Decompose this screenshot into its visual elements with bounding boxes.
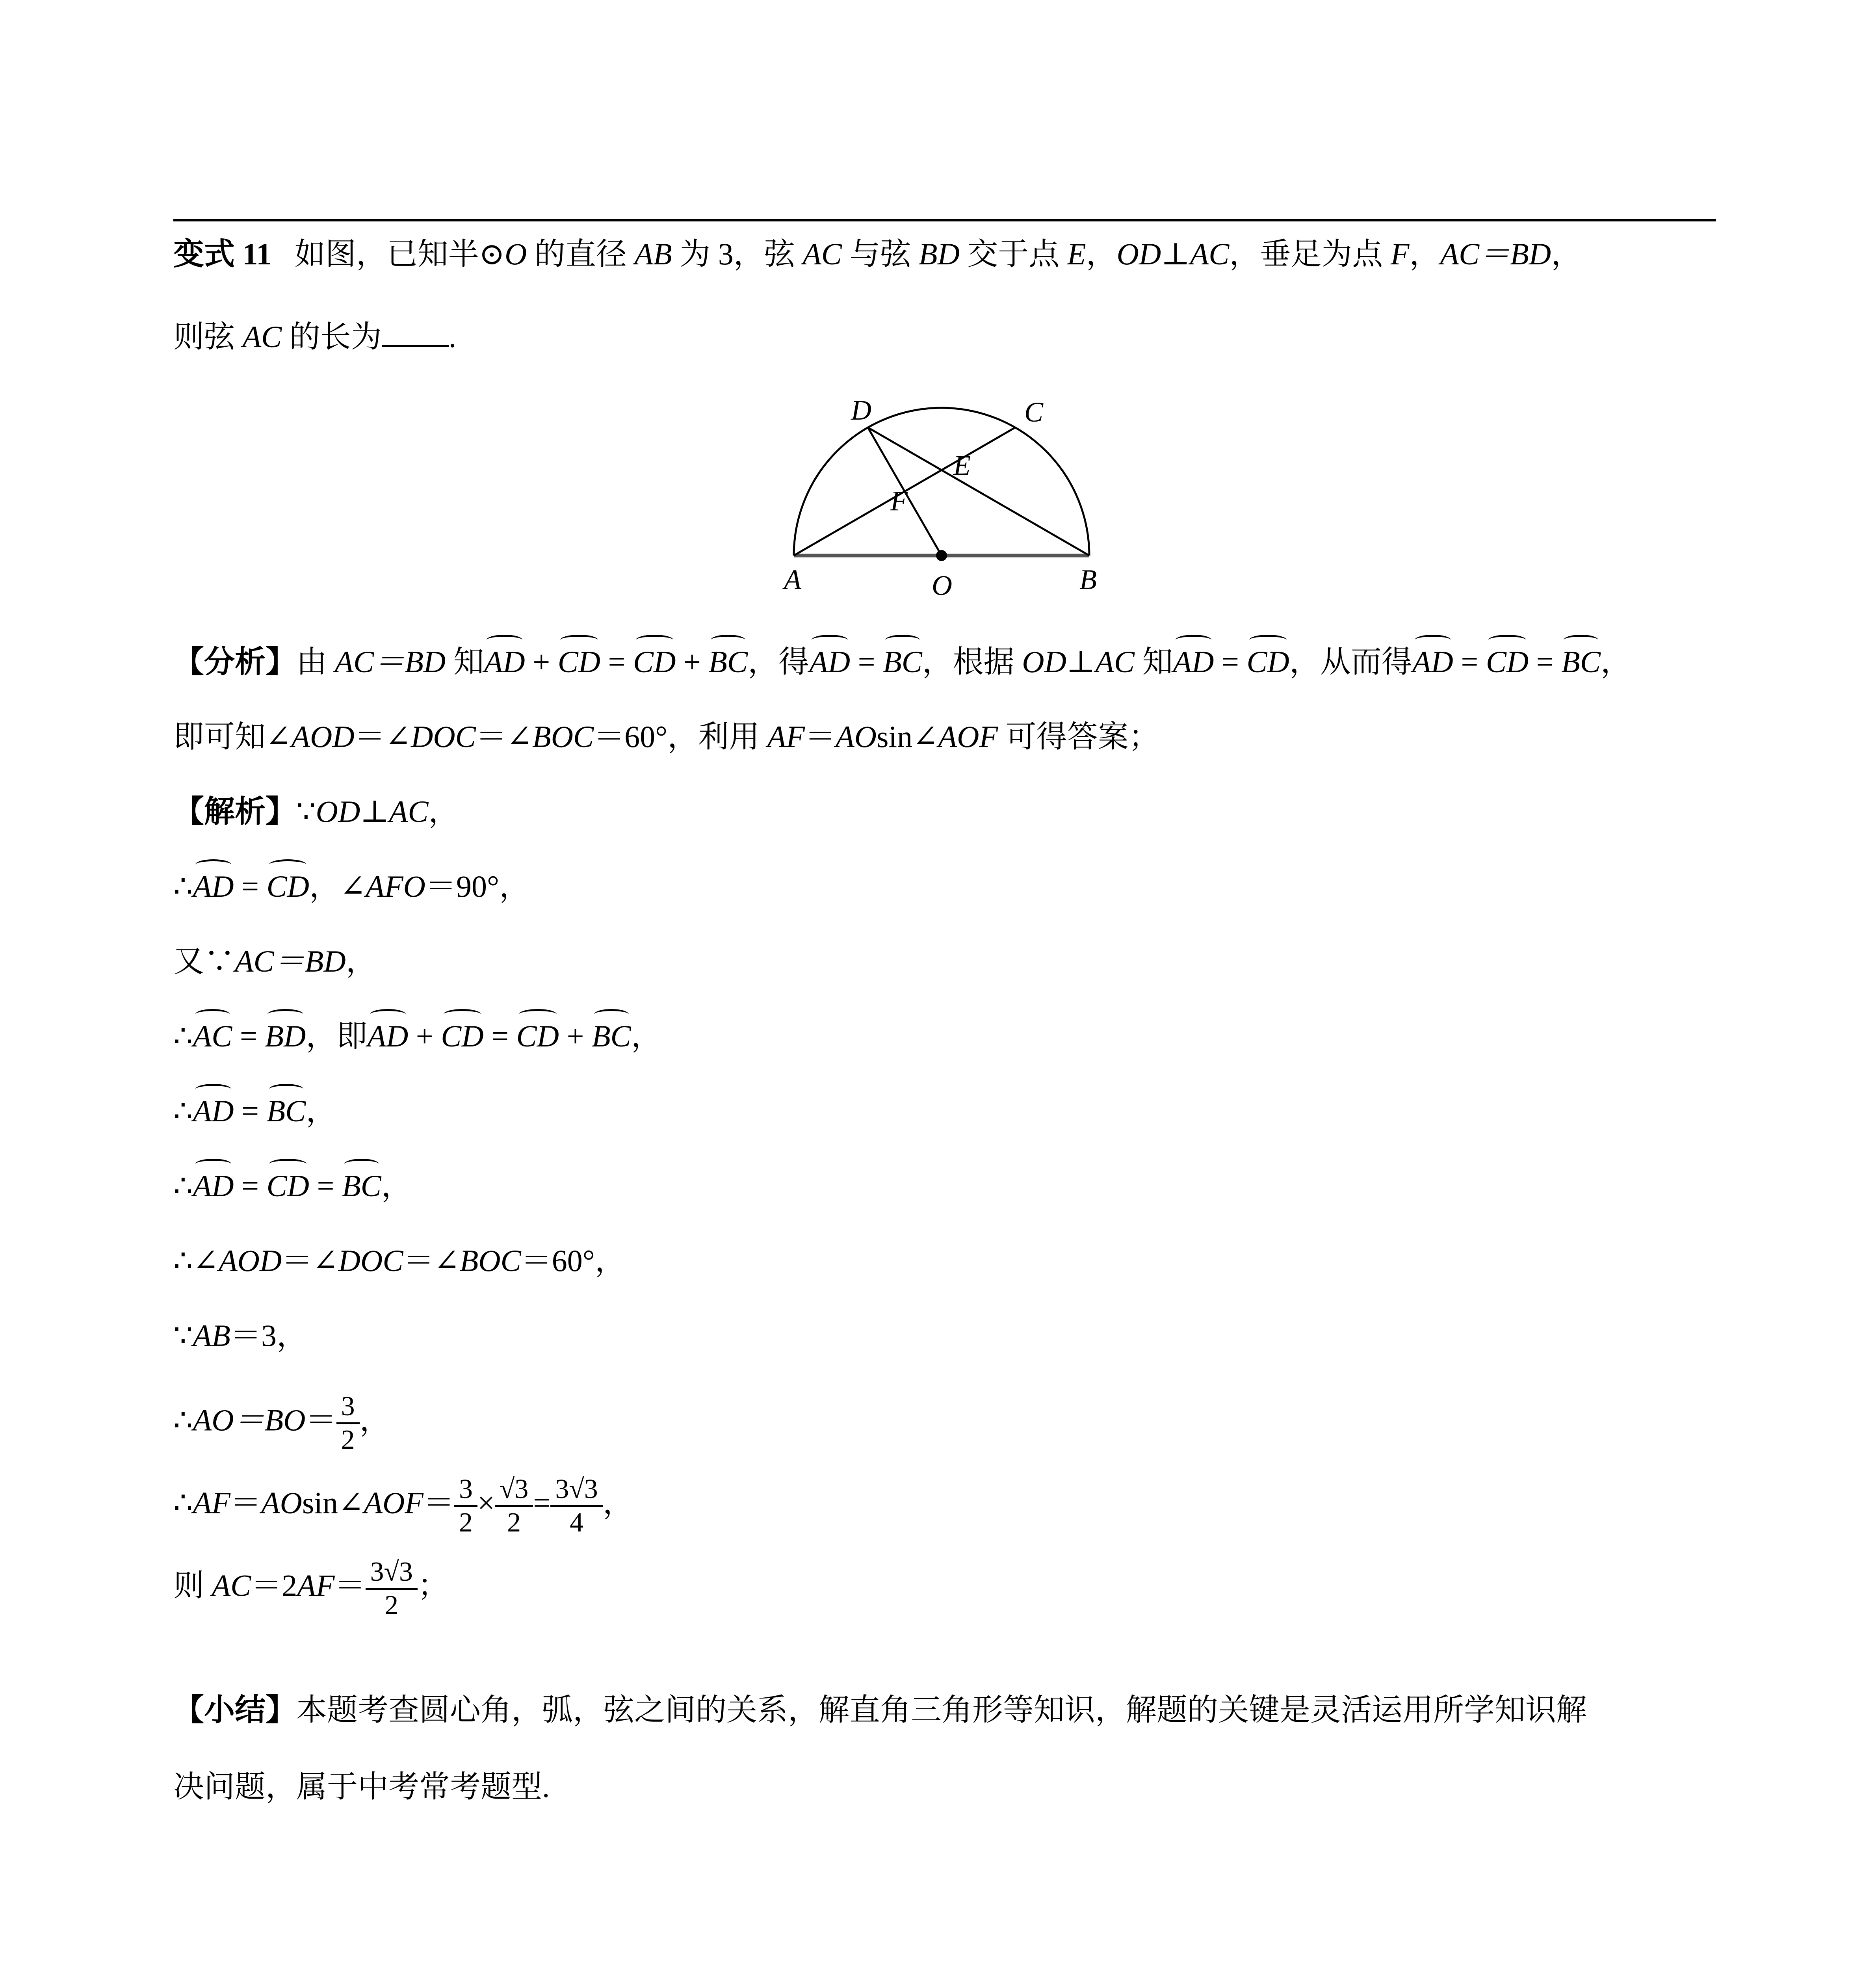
- arc: AD: [193, 865, 234, 908]
- label-O: O: [932, 570, 952, 601]
- math: BD: [918, 237, 960, 271]
- text: ，: [631, 1019, 662, 1053]
- solution-line-5: [173, 1089, 336, 1133]
- coef: 3: [370, 1557, 384, 1587]
- math: BOC: [532, 719, 594, 754]
- text: ∴: [173, 1169, 193, 1203]
- fraction: [457, 1474, 475, 1539]
- arc: CD: [267, 1164, 309, 1208]
- op: =: [600, 645, 633, 679]
- radical: √3: [384, 1557, 413, 1587]
- text: ＝3: [230, 1318, 277, 1353]
- summary-line-2: [173, 1765, 550, 1808]
- arc: AD: [1412, 640, 1453, 684]
- text: ＝∠: [354, 719, 411, 754]
- arc: BD: [265, 1015, 306, 1058]
- text: 的长为: [282, 320, 382, 354]
- fraction: [553, 1474, 600, 1539]
- text: ，: [1551, 237, 1582, 271]
- analysis-line-1: [173, 640, 1631, 684]
- summary-line-1: [173, 1688, 1587, 1732]
- op: =: [234, 1169, 267, 1203]
- text: ＝60°，: [521, 1243, 626, 1278]
- op: +: [525, 645, 558, 679]
- math: AOF: [364, 1485, 423, 1520]
- fraction: [339, 1391, 357, 1456]
- problem-label: 变式 11: [173, 237, 272, 271]
- denominator: 4: [550, 1505, 602, 1539]
- text: ∵: [296, 794, 316, 829]
- arc: CD: [558, 640, 600, 684]
- text: ＝: [230, 1485, 261, 1520]
- text: ＝60°，利用: [594, 719, 767, 754]
- text: 交于点: [959, 237, 1067, 271]
- op: =: [234, 869, 267, 903]
- text: ＝90°，: [425, 869, 530, 903]
- solution-line-7: [173, 1239, 626, 1282]
- text: ，即: [306, 1019, 368, 1053]
- arc: BC: [708, 640, 748, 684]
- radical: √3: [569, 1474, 598, 1504]
- denominator: 2: [366, 1588, 418, 1621]
- math: OD⊥AC: [316, 794, 429, 829]
- math: AO＝BO: [193, 1403, 306, 1437]
- text: ＝: [805, 719, 836, 754]
- arc: AD: [193, 1164, 234, 1208]
- summary-text: 本题考查圆心角，弧，弦之间的关系，解直角三角形等知识，解题的关键是灵活运用所学知识解: [296, 1693, 1587, 1727]
- label-B: B: [1079, 564, 1097, 595]
- math: AC＝BD: [235, 944, 346, 978]
- text: ∴: [173, 869, 193, 903]
- math: AC: [802, 237, 842, 271]
- math: AO: [261, 1485, 302, 1520]
- solution-line-1: [173, 790, 459, 833]
- text: ；: [417, 1568, 448, 1603]
- math: AOD: [291, 719, 355, 754]
- arc: BC: [342, 1164, 381, 1208]
- arc: CD: [633, 640, 676, 684]
- text: ∵: [173, 1318, 193, 1353]
- arc: BC: [267, 1089, 306, 1133]
- center-point-O: [936, 550, 947, 561]
- text: ∴: [173, 1019, 193, 1053]
- math: OD⊥AC: [1116, 237, 1230, 271]
- text: ＝∠: [476, 719, 533, 754]
- text: ∴: [173, 1485, 193, 1520]
- math: O: [505, 237, 527, 271]
- op: =: [533, 1485, 551, 1520]
- arc: CD: [1246, 640, 1289, 684]
- text: 则: [173, 1568, 212, 1603]
- summary-text: 决问题，属于中考常考题型.: [173, 1769, 550, 1804]
- solution-line-8: [173, 1314, 307, 1357]
- op: +: [559, 1019, 592, 1053]
- label-D: D: [851, 398, 871, 426]
- text: 与弦: [841, 237, 919, 271]
- arc: CD: [516, 1015, 559, 1058]
- denominator: 2: [454, 1505, 477, 1539]
- solution-line-3: [173, 940, 377, 983]
- denominator: 2: [495, 1505, 533, 1539]
- numerator: √3: [499, 1474, 529, 1504]
- arc: CD: [267, 865, 309, 908]
- text: 的直径: [527, 237, 635, 271]
- arc: AD: [193, 1089, 234, 1133]
- math: AC＝BD: [334, 645, 446, 679]
- text: ＝2: [251, 1568, 297, 1603]
- text: ，: [428, 794, 459, 829]
- op: =: [850, 645, 883, 679]
- solution-line-10: [173, 1474, 633, 1539]
- math: AFO: [366, 869, 425, 903]
- numerator: [553, 1474, 600, 1505]
- text: 知: [1134, 645, 1173, 679]
- fraction: [368, 1556, 415, 1621]
- text: ，垂足为点: [1229, 237, 1391, 271]
- denominator: 2: [336, 1422, 360, 1456]
- arc: AC: [193, 1015, 232, 1058]
- solution-line-11: [173, 1556, 448, 1621]
- fraction: [497, 1474, 531, 1539]
- op: +: [676, 645, 709, 679]
- math: AB: [193, 1318, 230, 1353]
- text: 则弦: [173, 320, 243, 354]
- text: ，∠: [309, 869, 366, 903]
- math: DOC: [411, 719, 476, 754]
- text: ，: [345, 944, 377, 978]
- text: 又∵: [173, 944, 235, 978]
- op: =: [1529, 645, 1562, 679]
- text: .: [448, 320, 457, 354]
- op: =: [309, 1169, 342, 1203]
- numerator: 3: [341, 1391, 355, 1422]
- text: ＝: [334, 1568, 366, 1603]
- numerator: [368, 1556, 415, 1588]
- op: ×: [477, 1485, 495, 1520]
- text: 可得答案；: [998, 719, 1159, 754]
- arc: AD: [367, 1015, 408, 1058]
- text: ，根据: [922, 645, 1022, 679]
- label-C: C: [1024, 398, 1044, 428]
- text: 如图，已知半⊙: [294, 237, 505, 271]
- math: BOC: [459, 1243, 521, 1278]
- text: ＝∠: [403, 1243, 460, 1278]
- solution-line-2: [173, 865, 530, 908]
- math: AOD: [218, 1243, 282, 1278]
- header-rule: [173, 219, 1716, 221]
- label-A: A: [784, 564, 801, 595]
- text: ，: [306, 1094, 337, 1128]
- problem-line-2: [173, 315, 456, 359]
- math: AC＝BD: [1440, 237, 1551, 271]
- problem-line-1: [173, 232, 1582, 276]
- arc: AD: [809, 640, 850, 684]
- math: AO: [836, 719, 877, 754]
- semicircle-arc: [794, 408, 1089, 556]
- math: E: [1067, 237, 1086, 271]
- text: ，: [276, 1318, 307, 1353]
- solution-line-9: [173, 1391, 390, 1456]
- summary-label: 【小结】: [173, 1693, 297, 1727]
- arc: BC: [592, 1015, 631, 1058]
- op: =: [1214, 645, 1247, 679]
- coef: 3: [555, 1474, 569, 1504]
- text: ，: [1409, 237, 1440, 271]
- text: ∴: [173, 1094, 193, 1128]
- analysis-line-2: [173, 715, 1159, 758]
- arc: CD: [441, 1015, 483, 1058]
- analysis-label: 【分析】: [173, 645, 297, 679]
- math: AF: [297, 1568, 335, 1603]
- text: ，: [1600, 645, 1631, 679]
- geometry-figure: [772, 398, 1119, 603]
- text: ，: [602, 1485, 633, 1520]
- math: OD⊥AC: [1022, 645, 1135, 679]
- math: F: [1390, 237, 1410, 271]
- math: DOC: [338, 1243, 403, 1278]
- numerator: 3: [459, 1474, 473, 1504]
- text: 为 3，弦: [672, 237, 803, 271]
- arc: AD: [1173, 640, 1214, 684]
- math: AB: [634, 237, 672, 271]
- op: =: [232, 1019, 265, 1053]
- solution-label: 【解析】: [173, 794, 297, 829]
- text: ，从而得: [1289, 645, 1412, 679]
- text: ，: [1086, 237, 1117, 271]
- math: AC: [242, 320, 282, 354]
- text: ＝: [305, 1403, 336, 1437]
- text: ，: [359, 1403, 390, 1437]
- math: AF: [767, 719, 805, 754]
- label-E: E: [953, 450, 971, 481]
- text: ，得: [748, 645, 810, 679]
- solution-line-6: [173, 1164, 412, 1208]
- text: 知: [446, 645, 484, 679]
- arc: BC: [883, 640, 922, 684]
- answer-blank[interactable]: [382, 317, 449, 347]
- text: sin∠: [302, 1485, 364, 1520]
- arc: BC: [1561, 640, 1601, 684]
- text: ∴∠: [173, 1243, 219, 1278]
- op: =: [234, 1094, 267, 1128]
- text: ＝∠: [282, 1243, 338, 1278]
- label-F: F: [890, 485, 908, 517]
- arc: CD: [1486, 640, 1529, 684]
- math: AOF: [938, 719, 998, 754]
- op: +: [408, 1019, 441, 1053]
- semicircle-diagram: [772, 398, 1119, 603]
- text: ，: [381, 1169, 412, 1203]
- math: AC: [212, 1568, 251, 1603]
- op: =: [1453, 645, 1486, 679]
- text: sin∠: [877, 719, 938, 754]
- arc: AD: [484, 640, 525, 684]
- text: ＝: [423, 1485, 454, 1520]
- math: AF: [193, 1485, 230, 1520]
- text: ∴: [173, 1403, 193, 1437]
- text: 由: [296, 645, 335, 679]
- text: 即可知∠: [173, 719, 292, 754]
- solution-line-4: [173, 1015, 662, 1058]
- op: =: [483, 1019, 516, 1053]
